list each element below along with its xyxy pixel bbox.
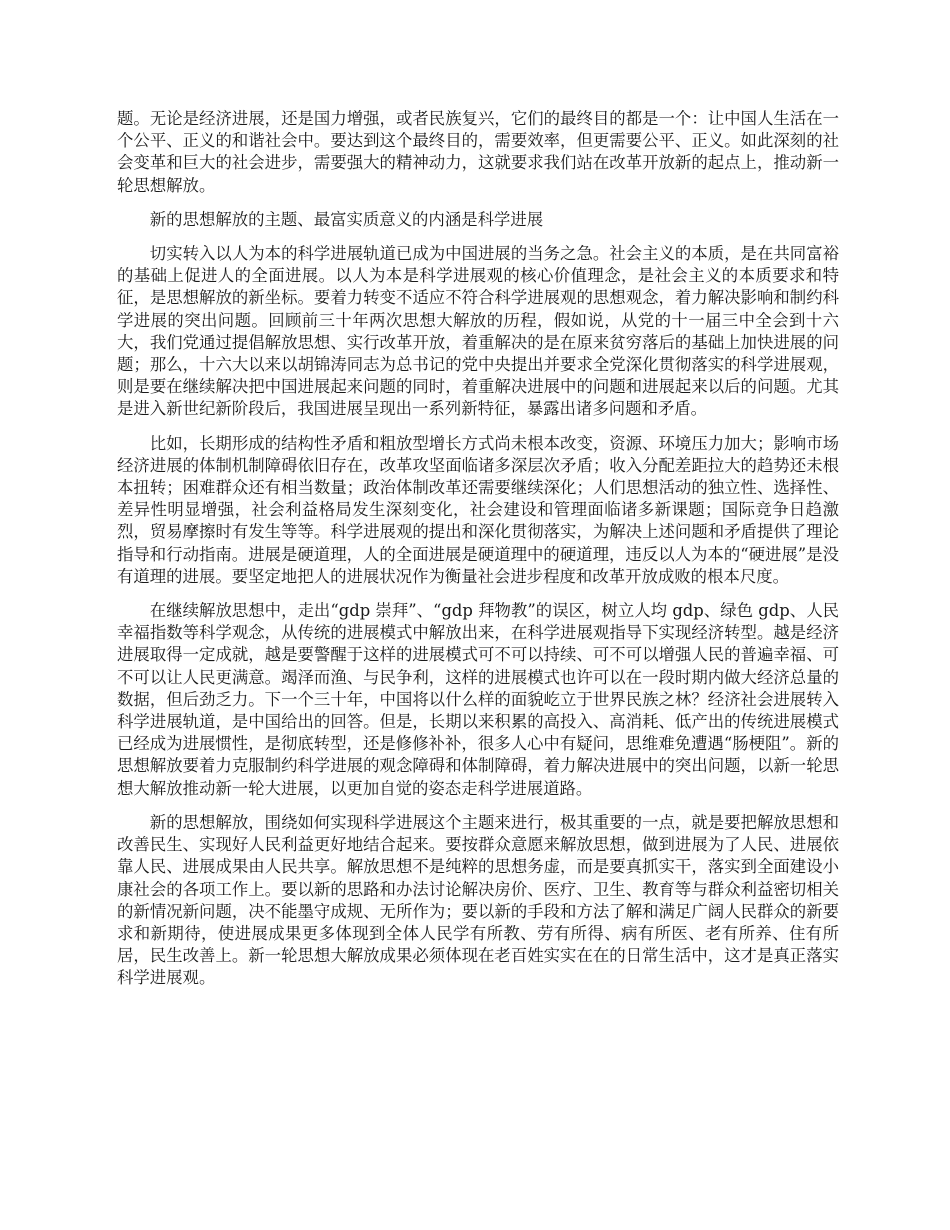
- paragraph-5: 在继续解放思想中，走出“gdp 崇拜”、“gdp 拜物教”的误区，树立人均 gdp、绿色 gdp、人民幸福指数等科学观念，从传统的进展模式中解放出来，在科学进展观指导下实现经济转型。越是经济进展取得一定成就，越是要警醒于这样的进展模式可不可以持续、可不可以增强人民的普遍幸福、可不可以让人民更满意。竭泽而渔、与民争利，这样的进展模式也许可以在一段时期内做大经济总量的数据，但后劲乏力。下一个三十年，中国将以什么样的面貌屹立于世界民族之林？经济社会进展转入科学进展轨道，是中国给出的回答。但是，长期以来积累的高投入、高消耗、低产出的传统进展模式已经成为进展惯性，是彻底转型，还是修修补补，很多人心中有疑问，思维难免遭遇“肠梗阻”。新的思想解放要着力克服制约科学进展的观念障碍和体制障碍，着力解决进展中的突出问题，以新一轮思想大解放推动新一轮大进展，以更加自觉的姿态走科学进展道路。: [117, 601, 839, 798]
- paragraph-1: 题。无论是经济进展，还是国力增强，或者民族复兴，它们的最终目的都是一个：让中国人生活在一个公平、正义的和谐社会中。要达到这个最终目的，需要效率，但更需要公平、正义。如此深刻的社会变革和巨大的社会进步，需要强大的精神动力，这就要求我们站在改革开放新的起点上，推动新一轮思想解放。: [117, 109, 839, 195]
- paragraph-4: 比如，长期形成的结构性矛盾和粗放型增长方式尚未根本改变，资源、环境压力加大；影响市场经济进展的体制机制障碍依旧存在，改革攻坚面临诸多深层次矛盾；收入分配差距拉大的趋势还未根本扭转；困难群众还有相当数量；政治体制改革还需要继续深化；人们思想活动的独立性、选择性、差异性明显增强，社会利益格局发生深刻变化，社会建设和管理面临诸多新课题；国际竞争日趋激烈，贸易摩擦时有发生等等。科学进展观的提出和深化贯彻落实，为解决上述问题和矛盾提供了理论指导和行动指南。进展是硬道理，人的全面进展是硬道理中的硬道理，违反以人为本的“硬进展”是没有道理的进展。要坚定地把人的进展状况作为衡量社会进步程度和改革开放成败的根本尺度。: [117, 433, 839, 586]
- section-heading: 新的思想解放的主题、最富实质意义的内涵是科学进展: [149, 209, 544, 229]
- paragraph-6: 新的思想解放，围绕如何实现科学进展这个主题来进行，极其重要的一点，就是要把解放思想和改善民生、实现好人民利益更好地结合起来。要按群众意愿来解放思想，做到进展为了人民、进展依靠人民、进展成果由人民共享。解放思想不是纯粹的思想务虚，而是要真抓实干，落实到全面建设小康社会的各项工作上。要以新的思路和办法讨论解决房价、医疗、卫生、教育等与群众利益密切相关的新情况新问题，决不能墨守成规、无所作为；要以新的手段和方法了解和满足广阔人民群众的新要求和新期待，使进展成果更多体现到全体人民学有所教、劳有所得、病有所医、老有所养、住有所居，民生改善上。新一轮思想大解放成果必须体现在老百姓实实在在的日常生活中，这才是真正落实科学进展观。: [117, 812, 839, 988]
- paragraph-3: 切实转入以人为本的科学进展轨道已成为中国进展的当务之急。社会主义的本质，是在共同富裕的基础上促进人的全面进展。以人为本是科学进展观的核心价值理念，是社会主义的本质要求和特征，是思想解放的新坐标。要着力转变不适应不符合科学进展观的思想观念，着力解决影响和制约科学进展的突出问题。回顾前三十年两次思想大解放的历程，假如说，从党的十一届三中全会到十六大，我们党通过提倡解放思想、实行改革开放，着重解决的是在原来贫穷落后的基础上加快进展的问题；那么，十六大以来以胡锦涛同志为总书记的党中央提出并要求全党深化贯彻落实的科学进展观，则是要在继续解决把中国进展起来问题的同时，着重解决进展中的问题和进展起来以后的问题。尤其是进入新世纪新阶段后，我国进展呈现出一系列新特征，暴露出诸多问题和矛盾。: [117, 244, 839, 419]
- document-body: [117, 108, 839, 1002]
